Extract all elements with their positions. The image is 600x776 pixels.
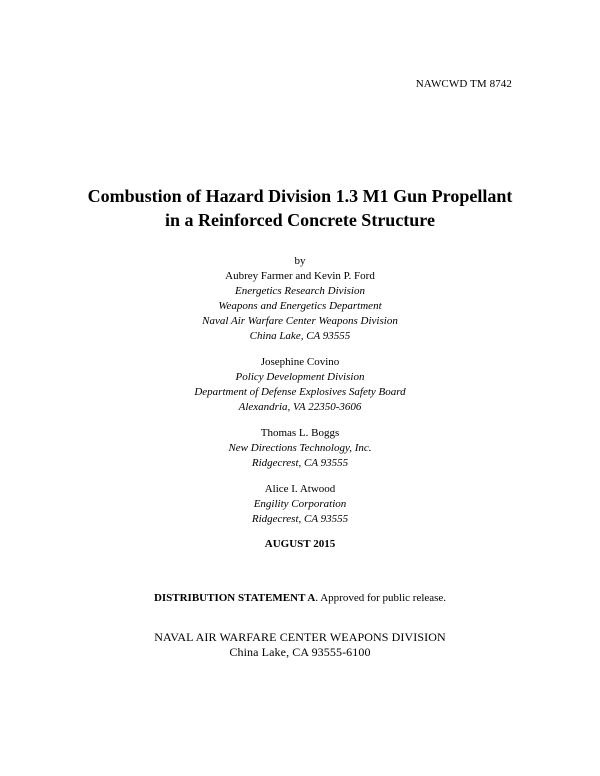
footer-organization: NAVAL AIR WARFARE CENTER WEAPONS DIVISION — [154, 630, 446, 644]
author-affiliation-line: Policy Development Division — [235, 371, 365, 383]
footer — [0, 630, 600, 660]
author-affiliation-line: Ridgecrest, CA 93555 — [251, 457, 349, 469]
author-affiliation-line: Alexandria, VA 22350-3606 — [238, 401, 362, 413]
author-name: Aubrey Farmer and Kevin P. Ford — [225, 270, 375, 282]
author-affiliation-line: Ridgecrest, CA 93555 — [251, 513, 349, 525]
author-affiliation-line: Weapons and Energetics Department — [218, 300, 382, 312]
distribution-label: DISTRIBUTION STATEMENT A — [153, 592, 316, 604]
author-affiliation-line: New Directions Technology, Inc. — [228, 442, 372, 454]
title-line-2: in a Reinforced Concrete Structure — [165, 210, 435, 230]
footer-location: China Lake, CA 93555-6100 — [229, 645, 371, 659]
author-affiliation-line: Engility Corporation — [253, 498, 347, 510]
report-number: NAWCWD TM 8742 — [415, 78, 512, 90]
author-block — [0, 482, 600, 527]
title-line-1: Combustion of Hazard Division 1.3 M1 Gun Propellant — [87, 186, 513, 206]
distribution-text: . Approved for public release. — [315, 592, 447, 604]
author-affiliation-line: Naval Air Warfare Center Weapons Division — [202, 315, 398, 327]
author-block — [0, 426, 600, 471]
author-name: Thomas L. Boggs — [260, 427, 340, 439]
document-title — [0, 184, 600, 232]
author-name: Josephine Covino — [260, 356, 340, 368]
byline: by — [294, 255, 306, 267]
author-affiliation-line: China Lake, CA 93555 — [249, 330, 351, 342]
author-affiliation-line: Department of Defense Explosives Safety Board — [194, 386, 406, 398]
authors-section — [0, 254, 600, 538]
author-block — [0, 269, 600, 344]
distribution-statement — [0, 592, 600, 604]
author-name: Alice I. Atwood — [264, 483, 336, 495]
publication-date: AUGUST 2015 — [264, 538, 336, 550]
author-affiliation-line: Energetics Research Division — [235, 285, 365, 297]
author-block — [0, 355, 600, 415]
